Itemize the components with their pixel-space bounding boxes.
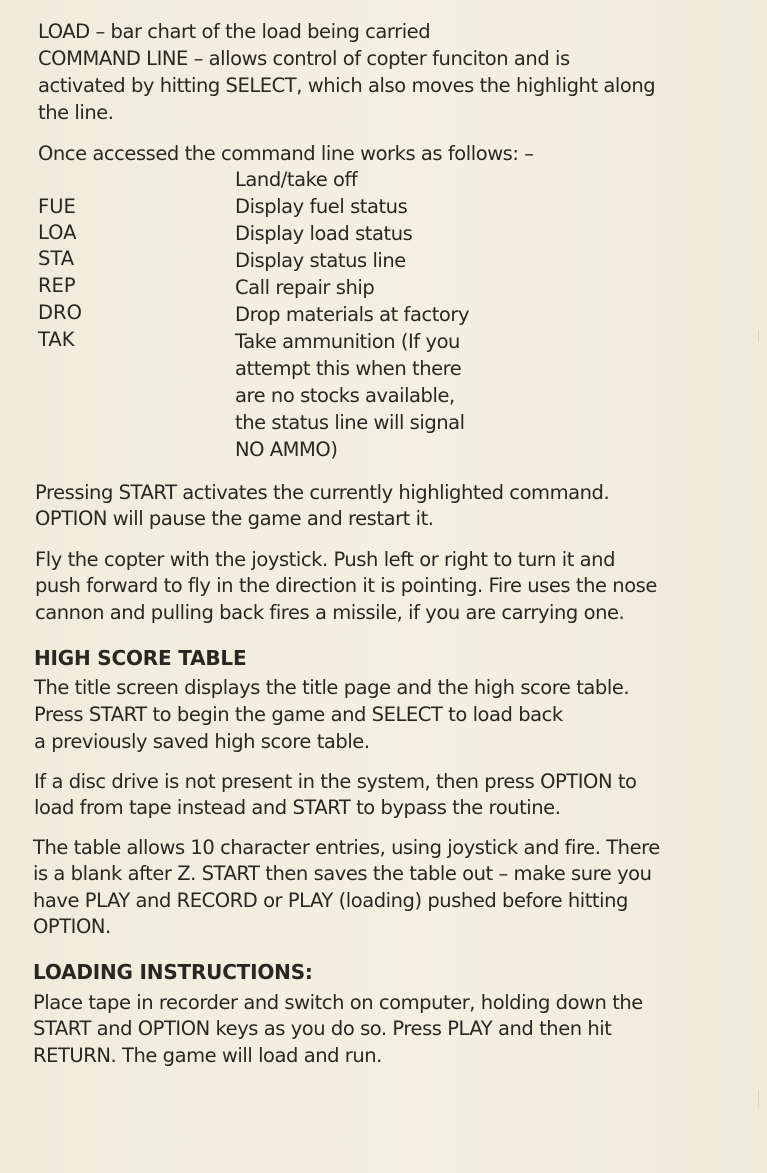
loading-line1: Place tape in recorder and switch on computer, holding down the (33, 991, 643, 1014)
loading-line2: START and OPTION keys as you do so. Press PLAY and then hit (33, 1017, 612, 1040)
fly-instruction-line3: cannon and pulling back fires a missile, if you are carrying one. (35, 601, 625, 624)
high-score-p1-line1: The title screen displays the title page and the high score table. (34, 676, 630, 699)
loading-heading: LOADING INSTRUCTIONS: (33, 960, 313, 984)
command-desc-fue: Display fuel status (235, 195, 408, 218)
command-desc-tak: Take ammunition (If you (235, 330, 460, 353)
command-desc-tak-cont1: attempt this when there (235, 357, 462, 380)
command-code-tak: TAK (38, 328, 75, 351)
high-score-p1-line3: a previously saved high score table. (34, 730, 370, 753)
loading-line3: RETURN. The game will load and run. (33, 1044, 382, 1067)
option-instruction: OPTION will pause the game and restart it. (35, 507, 434, 530)
load-description: LOAD – bar chart of the load being carried (38, 20, 431, 43)
command-desc-tak-cont3: the status line will signal (235, 411, 465, 434)
paper-mark (758, 330, 759, 342)
high-score-p3-line2: is a blank after Z. START then saves the table out – make sure you (33, 862, 652, 885)
high-score-p3-line3: have PLAY and RECORD or PLAY (loading) pushed before hitting (33, 889, 628, 912)
command-desc-loa: Display load status (235, 222, 413, 245)
command-line-description-line3: the line. (38, 101, 114, 124)
high-score-p1-line2: Press START to begin the game and SELECT to load back (34, 703, 563, 726)
command-desc-sta: Display status line (235, 249, 406, 272)
high-score-p2-line2: load from tape instead and START to bypass the routine. (34, 796, 561, 819)
command-line-description-line2: activated by hitting SELECT, which also moves the highlight along (38, 74, 656, 97)
fly-instruction-line2: push forward to fly in the direction it is pointing. Fire uses the nose (35, 574, 657, 597)
command-desc-tak-cont4: NO AMMO) (235, 438, 338, 461)
paper-mark (758, 1090, 759, 1108)
command-code-sta: STA (38, 247, 75, 270)
command-list-intro: Once accessed the command line works as follows: – (38, 142, 534, 165)
fly-instruction-line1: Fly the copter with the joystick. Push left or right to turn it and (35, 548, 615, 571)
command-desc-rep: Call repair ship (235, 276, 375, 299)
start-instruction: Pressing START activates the currently highlighted command. (35, 481, 610, 504)
command-code-loa: LOA (38, 221, 77, 244)
command-code-rep: REP (38, 274, 76, 297)
command-desc-land: Land/take off (235, 168, 358, 191)
command-desc-dro: Drop materials at factory (235, 303, 470, 326)
command-line-description-line1: COMMAND LINE – allows control of copter funciton and is (38, 47, 570, 70)
command-code-fue: FUE (38, 195, 76, 218)
high-score-p3-line4: OPTION. (33, 915, 111, 938)
high-score-heading: HIGH SCORE TABLE (34, 646, 247, 670)
command-code-dro: DRO (38, 301, 82, 324)
high-score-p3-line1: The table allows 10 character entries, using joystick and fire. There (33, 836, 660, 859)
command-desc-tak-cont2: are no stocks available, (235, 384, 455, 407)
high-score-p2-line1: If a disc drive is not present in the system, then press OPTION to (34, 770, 637, 793)
